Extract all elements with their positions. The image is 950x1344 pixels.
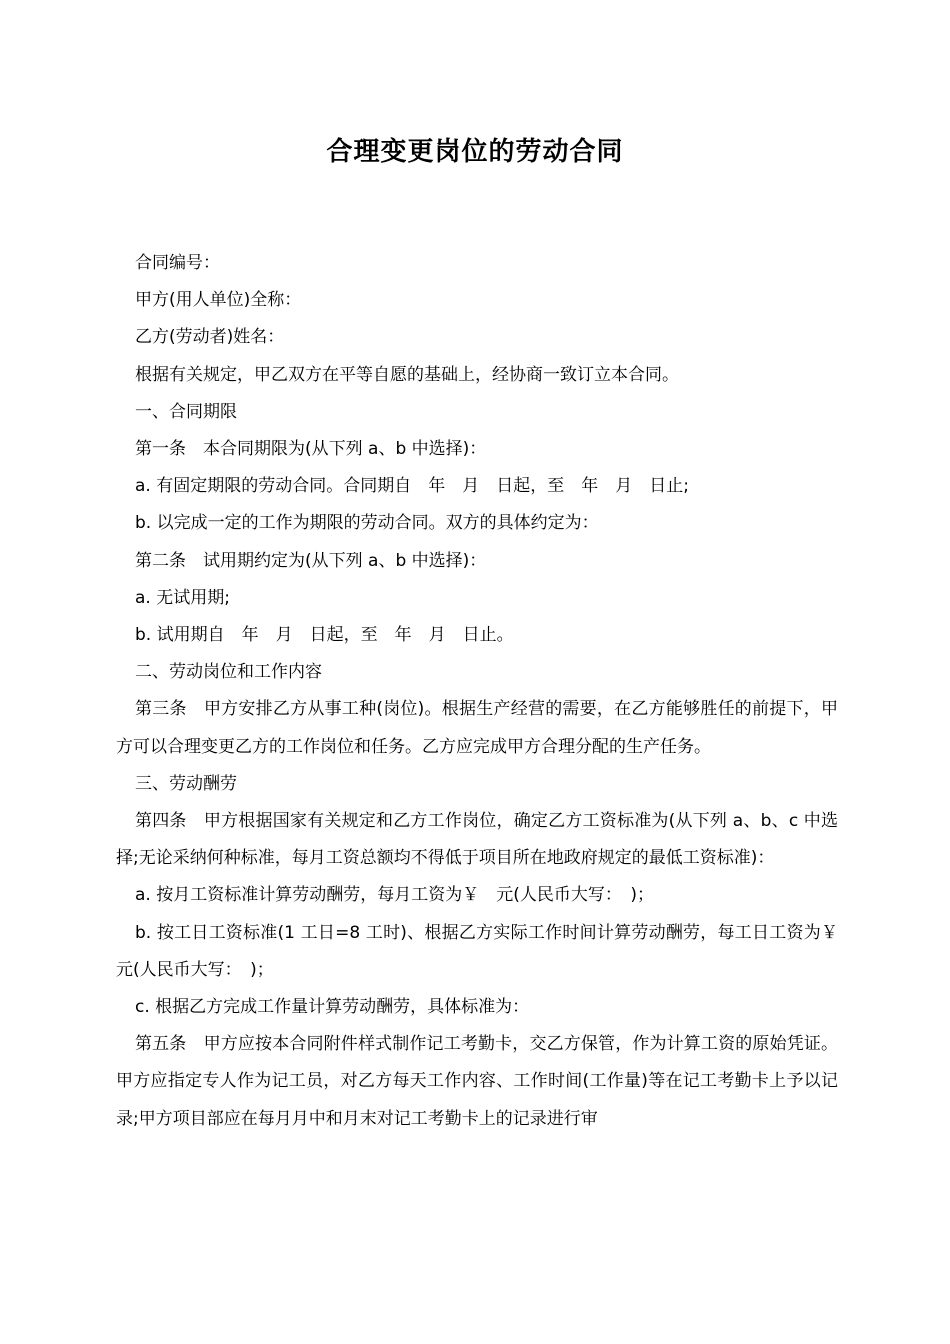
article-2-option-a: a. 无试用期; <box>135 587 230 608</box>
article-1: 第一条 本合同期限为(从下列 a、b 中选择)： <box>135 439 487 460</box>
contract-number-line: 合同编号： <box>135 253 220 273</box>
section-heading-position: 二、劳动岗位和工作内容 <box>135 662 322 683</box>
article-5: 第五条 甲方应按本合同附件样式制作记工考勤卡，交乙方保管，作为计算工资的原始凭证。甲方应指定专人作为记工员，对乙方每天工作内容、工作时间(工作量)等在记工考勤卡上予以记录;甲方项目部应在每月月中和月末对记工考勤卡上的记录进行审 <box>116 1034 838 1129</box>
article-2-option-b: b. 试用期自 年 月 日起，至 年 月 日止。 <box>135 625 514 646</box>
article-4-option-c: c. 根据乙方完成工作量计算劳动酬劳，具体标准为： <box>135 997 530 1018</box>
article-2: 第二条 试用期约定为(从下列 a、b 中选择)： <box>135 550 487 571</box>
article-4: 第四条 甲方根据国家有关规定和乙方工作岗位，确定乙方工资标准为(从下列 a、b、c 中选择;无论采纳何种标准，每月工资总额均不得低于项目所在地政府规定的最低工资标准)： <box>116 811 838 869</box>
article-1-option-a: a. 有固定期限的劳动合同。合同期自 年 月 日起，至 年 月 日止; <box>135 476 689 497</box>
section-heading-pay: 三、劳动酬劳 <box>135 773 237 794</box>
article-4-option-a: a. 按月工资标准计算劳动酬劳，每月工资为￥ 元(人民币大写： )； <box>135 885 654 906</box>
document-body <box>116 245 855 1138</box>
article-4-option-b: b. 按工日工资标准(1 工日=8 工时)、根据乙方实际工作时间计算劳动酬劳，每工日工资为￥ 元(人民币大写： )； <box>116 922 855 980</box>
section-heading-term: 一、合同期限 <box>135 401 237 422</box>
document-title: 合理变更岗位的劳动合同 <box>326 137 624 167</box>
article-3: 第三条 甲方安排乙方从事工种(岗位)。根据生产经营的需要，在乙方能够胜任的前提下，甲方可以合理变更乙方的工作岗位和任务。乙方应完成甲方合理分配的生产任务。 <box>116 699 838 757</box>
party-b-line: 乙方(劳动者)姓名： <box>135 327 285 348</box>
preamble-paragraph: 根据有关规定，甲乙双方在平等自愿的基础上，经协商一致订立本合同。 <box>135 364 679 385</box>
party-a-line: 甲方(用人单位)全称： <box>135 290 302 311</box>
article-1-option-b: b. 以完成一定的工作为期限的劳动合同。双方的具体约定为： <box>135 513 599 534</box>
